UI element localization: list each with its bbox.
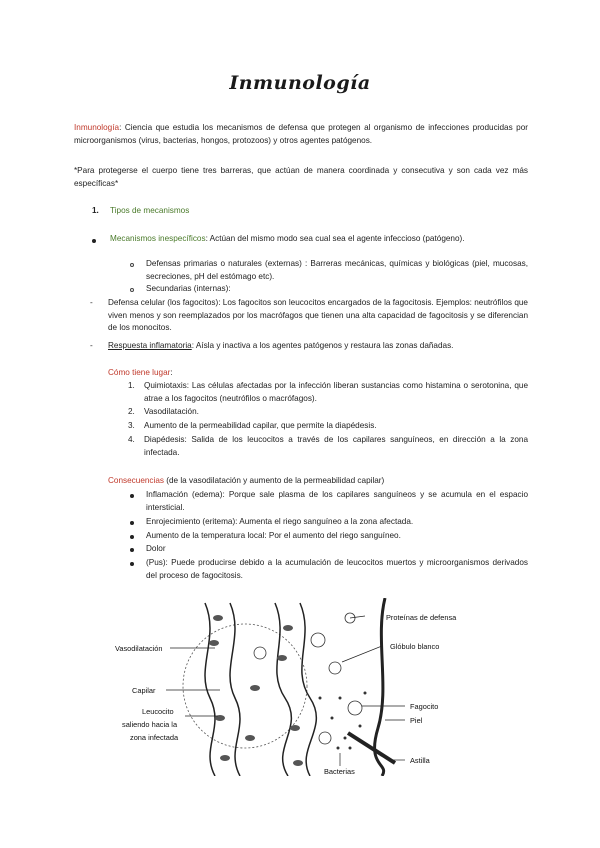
bullet-icon (130, 535, 134, 539)
consecuencias-title: Consecuencias (108, 476, 164, 485)
dash-item (108, 340, 528, 353)
red-blood-cells (209, 615, 303, 766)
section-title: Tipos de mecanismos (110, 206, 190, 215)
consecuencias-heading (108, 475, 528, 488)
label-piel: Piel (410, 716, 423, 725)
dash-icon: - (90, 298, 93, 307)
white-blood-cells (254, 613, 362, 744)
label-proteinas: Proteínas de defensa (386, 613, 457, 622)
bullet-icon (130, 562, 134, 566)
step-text: Vasodilatación. (144, 407, 199, 416)
label-leucocito-3: zona infectada (130, 733, 179, 742)
step-number: 3. (128, 421, 135, 430)
label-vasodilatacion: Vasodilatación (115, 644, 163, 653)
label-leucocito-1: Leucocito (142, 707, 174, 716)
consecuencias-subtitle: (de la vasodilatación y aumento de la permeabilidad capilar) (163, 476, 385, 485)
como-heading-text: Cómo tiene lugar (108, 368, 171, 377)
step-number: 2. (128, 407, 135, 416)
inflammation-diagram (110, 598, 500, 776)
step-text: Aumento de la permeabilidad capilar, que permite la diapédesis. (144, 421, 377, 430)
sub-item: Secundarias (internas): (146, 284, 231, 293)
step-number: 1. (128, 381, 135, 390)
consecuencia-item: Dolor (146, 544, 166, 553)
bullet-icon (130, 494, 134, 498)
step-number: 4. (128, 435, 135, 444)
label-bacterias: Bacterias (324, 767, 355, 776)
capillary-wall-left-inner (230, 603, 240, 776)
sub-item: Defensas primarias o naturales (externas) : Barreras mecánicas, químicas y biológicas (piel, mucosas, secreciones, pH del estómago etc). (146, 259, 528, 281)
consecuencia-item: Enrojecimiento (eritema): Aumenta el riego sanguíneo a la zona afectada. (146, 517, 414, 526)
vasodilation-area (183, 624, 307, 748)
dash-item-label: Respuesta inflamatoria (108, 341, 192, 350)
bullet-icon (130, 521, 134, 525)
intro-term: Inmunología (74, 123, 120, 132)
capillary-wall-left (205, 603, 215, 776)
page-title: Inmunología (229, 72, 371, 94)
circle-bullet-icon (130, 288, 134, 292)
dash-icon: - (90, 341, 93, 350)
section-number: 1. (92, 206, 99, 215)
inespecificos-label: Mecanismos inespecíficos (110, 234, 206, 243)
como-heading: Cómo tiene lugar: (108, 368, 173, 377)
label-globulo: Glóbulo blanco (390, 642, 440, 651)
step-text: Diapédesis: Salida de los leucocitos a través de los capilares sanguíneos, en dirección a la zona infectada. (144, 435, 528, 457)
consecuencia-item: (Pus): Puede producirse debido a la acumulación de leucocitos muertos y microorganismos derivados del proceso de fagocitosis. (146, 558, 528, 580)
inespecificos-line (110, 233, 530, 246)
label-fagocito: Fagocito (410, 702, 439, 711)
dash-item-text: : Los fagocitos son leucocitos encargados de la fagocitosis. Ejemplos: neutrófilos que viven menos y son reemplazados por los macrófagos que tienen una alta capacidad de fagocitosis y se diferencian de los monocitos. (108, 298, 528, 333)
label-capilar: Capilar (132, 686, 156, 695)
inespecificos-text: : Actúan del mismo modo sea cual sea el agente infeccioso (patógeno). (205, 234, 465, 243)
dash-item-label: Defensa celular (los fagocitos) (108, 298, 219, 307)
circle-bullet-icon (130, 263, 134, 267)
label-leucocito-2: saliendo hacia la (122, 720, 178, 729)
intro-text: : Ciencia que estudia los mecanismos de defensa que protegen al organismo de infecciones producidas por microorganismos (virus, bacterias, hongos, protozoos) y otros agentes patógenos. (74, 123, 528, 145)
bullet-icon (130, 548, 134, 552)
label-astilla: Astilla (410, 756, 430, 765)
intro-paragraph (74, 122, 528, 147)
dash-item (108, 297, 528, 335)
barriers-note: *Para protegerse el cuerpo tiene tres barreras, que actúan de manera coordinada y consecutiva y son cada vez más específicas* (74, 166, 528, 188)
splinter-icon (348, 733, 395, 763)
dash-item-text: : Aísla y inactiva a los agentes patógenos y restaura las zonas dañadas. (191, 341, 454, 350)
capillary-wall-right-inner (300, 603, 316, 776)
bullet-icon (92, 239, 96, 243)
consecuencia-item: Aumento de la temperatura local: Por el aumento del riego sanguíneo. (146, 531, 401, 540)
consecuencia-item: Inflamación (edema): Porque sale plasma de los capilares sanguíneos y se acumula en el espacio intersticial. (146, 490, 528, 512)
step-text: Quimiotaxis: Las células afectadas por la infección liberan sustancias como histamina o serotonina, que atrae a los fagocitos (neutrófilos o macrófagos). (144, 381, 528, 403)
